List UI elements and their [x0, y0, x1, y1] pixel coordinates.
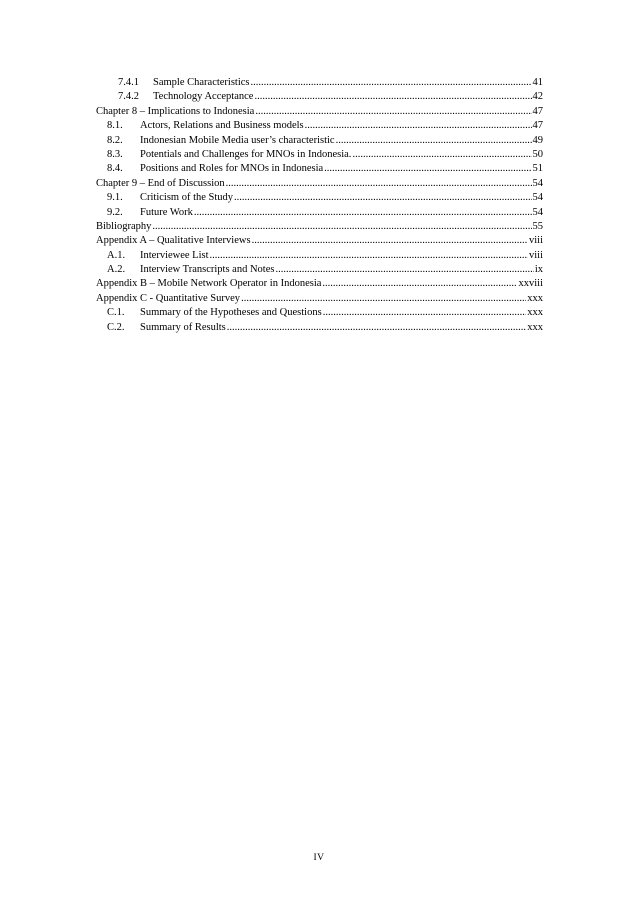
toc-entry-title: Chapter 8 – Implications to Indonesia: [96, 105, 255, 117]
toc-entry-title: Summary of Results: [140, 321, 226, 333]
toc-entry-title: Actors, Relations and Business models: [140, 120, 304, 132]
toc-entry-title: Interview Transcripts and Notes: [140, 264, 275, 276]
toc-entry-title: Interviewee List: [140, 249, 209, 261]
toc-dot-leader: [252, 234, 528, 248]
toc-entry-title: Summary of the Hypotheses and Questions: [140, 307, 322, 319]
toc-entry-number: 8.4.: [107, 163, 123, 175]
toc-entry-page: 55: [532, 220, 543, 232]
toc-dot-leader: [352, 148, 531, 162]
toc-entry-title: Positions and Roles for MNOs in Indonesia: [140, 163, 324, 175]
toc-entry[interactable]: [96, 234, 543, 248]
toc-entry[interactable]: [96, 119, 543, 133]
toc-entry-page: 47: [532, 120, 543, 132]
toc-dot-leader: [210, 249, 528, 263]
toc-entry-number: 8.2.: [107, 134, 123, 146]
toc-entry-page: 47: [532, 105, 543, 117]
toc-entry-page: 51: [532, 163, 543, 175]
toc-entry[interactable]: [96, 321, 543, 335]
toc-dot-leader: [251, 76, 532, 90]
toc-dot-leader: [226, 177, 532, 191]
toc-entry-page: 49: [532, 134, 543, 146]
toc-entry[interactable]: [96, 206, 543, 220]
toc-entry[interactable]: [96, 162, 543, 176]
toc-entry[interactable]: [96, 263, 543, 277]
toc-entry[interactable]: [96, 76, 543, 90]
toc-entry-title: Indonesian Mobile Media user’s characteristic: [140, 134, 335, 146]
toc-entry-page: 54: [532, 206, 543, 218]
toc-entry-title: Appendix B – Mobile Network Operator in Indonesia: [96, 278, 322, 290]
toc-entry-page: xxx: [527, 292, 543, 304]
toc-entry[interactable]: [96, 105, 543, 119]
toc-entry-page: 50: [532, 148, 543, 160]
toc-entry-number: 9.1.: [107, 192, 123, 204]
toc-entry-page: 42: [532, 91, 543, 103]
toc-entry-title: Appendix A – Qualitative Interviews: [96, 235, 251, 247]
toc-dot-leader: [254, 90, 531, 104]
toc-entry[interactable]: [96, 90, 543, 104]
toc-dot-leader: [227, 321, 527, 335]
toc-entry-title: Future Work: [140, 206, 193, 218]
toc-dot-leader: [194, 206, 532, 220]
toc-entry-page: viii: [528, 249, 543, 261]
toc-dot-leader: [323, 306, 527, 320]
toc-entry-page: xxx: [527, 321, 543, 333]
toc-entry[interactable]: [96, 277, 543, 291]
toc-entry-number: 8.3.: [107, 148, 123, 160]
toc-entry[interactable]: [96, 249, 543, 263]
toc-entry-number: 8.1.: [107, 120, 123, 132]
toc-entry-title: Chapter 9 – End of Discussion: [96, 177, 225, 189]
toc-entry-title: Potentials and Challenges for MNOs in Indonesia.: [140, 148, 352, 160]
toc-dot-leader: [275, 263, 533, 277]
toc-entry-number: C.2.: [107, 321, 125, 333]
toc-entry-title: Sample Characteristics: [153, 77, 250, 88]
toc-entry-page: viii: [528, 235, 543, 247]
toc-dot-leader: [305, 119, 532, 133]
toc-dot-leader: [255, 105, 531, 119]
toc-dot-leader: [152, 220, 531, 234]
toc-dot-leader: [324, 162, 531, 176]
toc-dot-leader: [336, 134, 532, 148]
toc-entry-page: xxx: [527, 307, 543, 319]
toc-entry-page: 41: [532, 77, 543, 88]
toc-entry-title: Bibliography: [96, 220, 152, 232]
toc-entry[interactable]: [96, 292, 543, 306]
toc-entry-page: 54: [532, 177, 543, 189]
toc-entry-title: Technology Acceptance: [153, 91, 254, 103]
toc-entry-number: A.2.: [107, 264, 126, 276]
toc-dot-leader: [322, 277, 517, 291]
toc-entry-title: Appendix C - Quantitative Survey: [96, 292, 241, 304]
table-of-contents: [96, 76, 543, 335]
toc-entry[interactable]: [96, 191, 543, 205]
toc-entry[interactable]: [96, 177, 543, 191]
toc-entry-number: 7.4.2: [118, 91, 139, 103]
toc-entry-number: 7.4.1: [118, 77, 139, 88]
toc-dot-leader: [241, 292, 526, 306]
page-number: IV: [313, 853, 325, 863]
toc-entry-number: 9.2.: [107, 206, 123, 218]
toc-entry-title: Criticism of the Study: [140, 192, 234, 204]
toc-entry-number: A.1.: [107, 249, 126, 261]
toc-entry-number: C.1.: [107, 307, 125, 319]
toc-entry[interactable]: [96, 134, 543, 148]
toc-entry-page: 54: [532, 192, 543, 204]
toc-entry[interactable]: [96, 220, 543, 234]
toc-entry-page: ix: [534, 264, 543, 276]
toc-entry-page: xxviii: [518, 278, 543, 290]
toc-dot-leader: [234, 191, 531, 205]
toc-entry[interactable]: [96, 306, 543, 320]
toc-entry[interactable]: [96, 148, 543, 162]
